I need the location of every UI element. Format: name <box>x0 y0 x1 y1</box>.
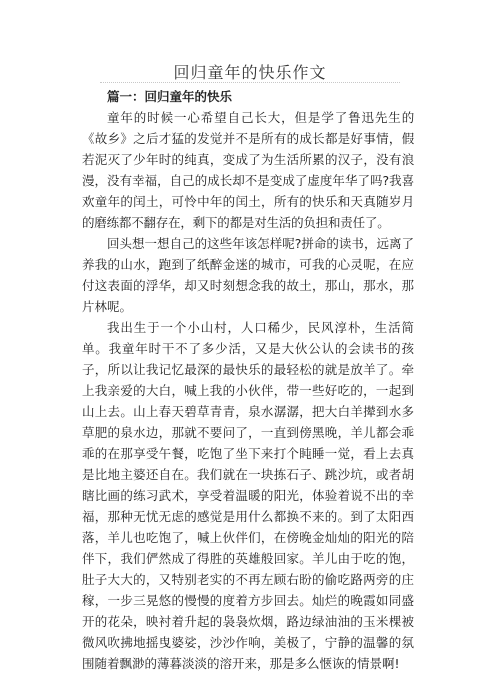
paragraph-3: 我出生于一个小山村，人口稀少，民风淳朴，生活简单。我童年时干不了多少活，又是大伙公认的会读书的孩子，所以让我记忆最深的最快乐的最轻松的就是放羊了。牵上我亲爱的大白，喊上我的小伙伴，带一些好吃的，一起到山上去。山上春天碧草青青，泉水潺潺，把大白羊撵到水多草肥的泉水边，那就不要问了，一直到傍黑晚，羊儿都会乖乖的在那享受午餐，吃饱了坐下来打个盹睡一觉，看上去真是比地主婆还自在。我们就在一块拣石子、跳沙坑，或者胡瞎比画的练习武术，享受着温暖的阳光，体验着说不出的幸福，那种无忧无虑的感觉是用什么都换不来的。到了太阳西落，羊儿也吃饱了，喊上伙伴们，在傍晚金灿灿的阳光的陪伴下，我们俨然成了得胜的英雄般回家。羊儿由于吃的饱，肚子大大的，又特别老实的不再左顾右盼的偷吃路两旁的庄稼，一步三晃悠的慢慢的度着方步回去。灿烂的晚霞如同盛开的花朵，映衬着升起的袅袅炊烟，路边绿油油的玉米棵被微风吹拂地摇曳婆娑，沙沙作响，美极了，宁静的温馨的氛围随着飘渺的薄暮淡淡的溶开来，那是多么惬诙的情景啊! <box>82 320 414 671</box>
section-heading: 篇一：回归童年的快乐 <box>107 89 233 104</box>
paragraph-2: 回头想一想自己的这些年该怎样呢?拼命的读书，远离了养我的山水，跑到了纸醉金迷的城市，可我的心灵呢，在应付这表面的浮华，却又时刻想念我的故土，那山，那水，那片林呢。 <box>82 236 414 314</box>
paragraph-1: 童年的时候一心希望自己长大，但是学了鲁迅先生的《故乡》之后才猛的发觉并不是所有的成长都是好事情，假若泥灭了少年时的纯真，变成了为生活所累的汉子，没有浪漫，没有幸福，自己的成长却不是变成了虚度年华了吗?我喜欢童年的闰土，可怜中年的闰土，所有的快乐和天真随岁月的磨练都不翻存在，剩下的都是对生活的负担和责任了。 <box>82 110 414 230</box>
page-title: 回归童年的快乐作文 <box>173 63 327 82</box>
title-divider <box>100 82 400 83</box>
article-body <box>82 86 414 674</box>
